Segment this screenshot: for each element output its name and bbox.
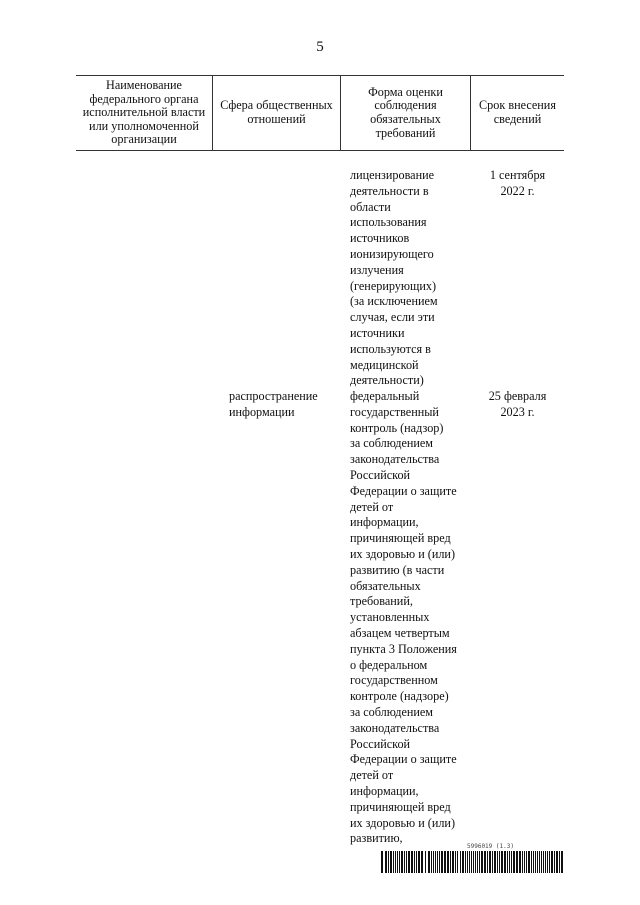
barcode — [381, 851, 563, 873]
sphere-cell: распространение информации — [229, 389, 318, 419]
page-number: 5 — [316, 39, 324, 55]
header-assessment-form: Форма оценки соблюдения обязательных требований — [368, 84, 443, 140]
assessment-form-cell: федеральный государственный контроль (надзор) за соблюдением законодательства Российской Федерации о защите детей от информации, причиняющей вред их здоровью и (или) развитию (в части обязательных требований, установленных абзацем четвертым пункта 3 Положения о федеральном государственном контроле (надзоре) за соблюдением законодательства Российской Федерации о защите детей от информации, причиняющей вред их здоровью и (или) развитию, — [350, 389, 457, 846]
header-deadline: Срок внесения сведений — [479, 98, 556, 126]
table-top-rule — [76, 75, 564, 76]
deadline-cell: 1 сентября 2022 г. — [489, 168, 546, 198]
deadline-cell: 25 февраля 2023 г. — [488, 389, 547, 419]
header-sphere: Сфера общественных отношений — [220, 98, 333, 126]
header-bottom-rule — [76, 150, 564, 151]
assessment-form-cell: лицензирование деятельности в области использования источников ионизирующего излучения (генерирующих) (за исключением случая, если эти источники используются в медицинской деятельности) — [350, 168, 438, 388]
header-organ: Наименование федерального органа исполнительной власти или уполномоченной организации — [82, 78, 206, 147]
barcode-label: 5996019 (1.3) — [467, 843, 514, 850]
